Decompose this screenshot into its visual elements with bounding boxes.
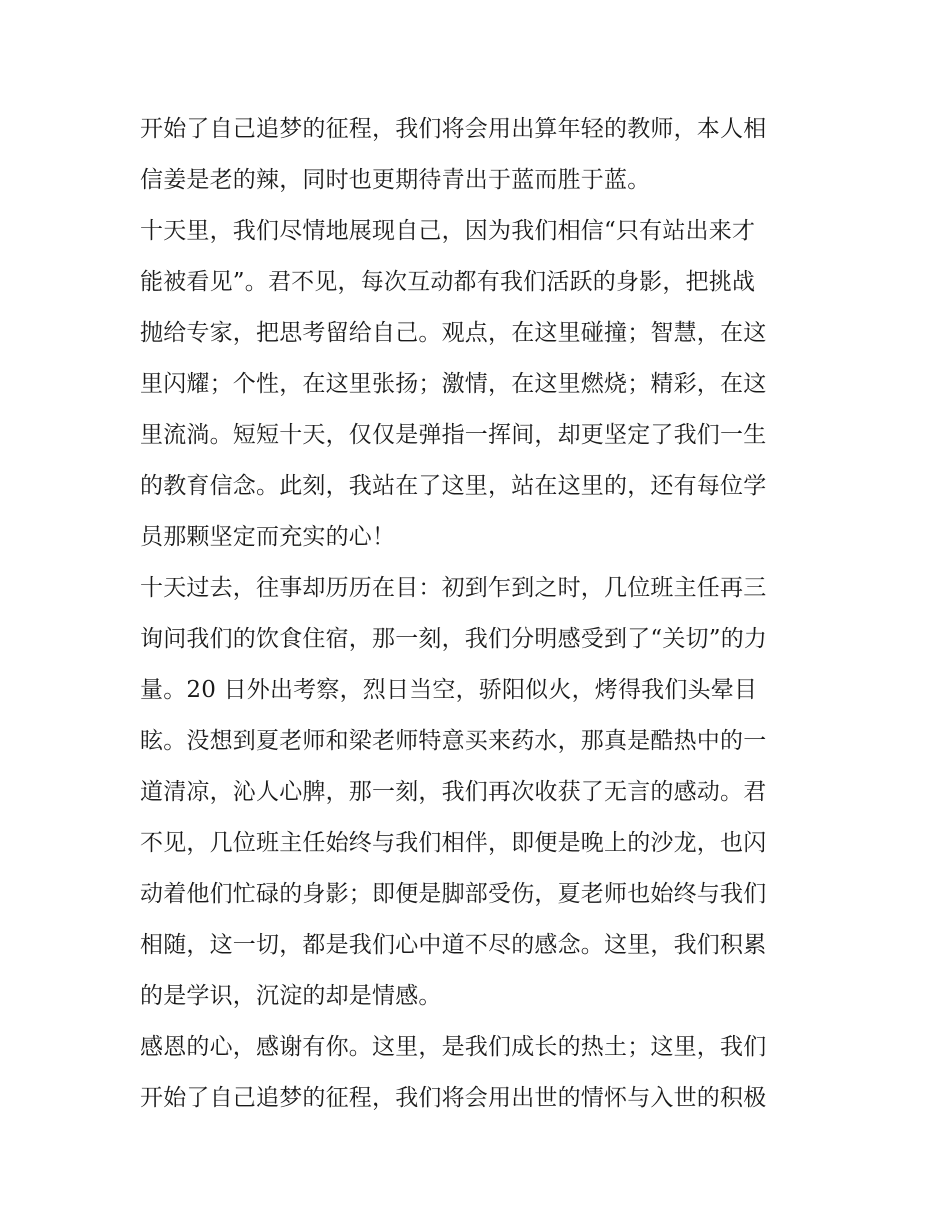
text-line: 开始了自己追梦的征程，我们将会用出世的情怀与入世的积极 <box>140 1085 767 1111</box>
text-line: 相随，这一切，都是我们心中道不尽的感念。这里，我们积累 <box>140 932 767 958</box>
text-line: 抛给专家，把思考留给自己。观点，在这里碰撞；智慧，在这 <box>140 320 767 346</box>
text-line: 道清凉，沁人心脾，那一刻，我们再次收获了无言的感动。君 <box>140 779 767 805</box>
text-line: 量。20 日外出考察，烈日当空，骄阳似火，烤得我们头晕目 <box>140 677 758 703</box>
text-line: 开始了自己追梦的征程，我们将会用出算年轻的教师，本人相 <box>140 116 767 142</box>
text-line: 询问我们的饮食住宿，那一刻，我们分明感受到了“关切”的力 <box>140 626 768 652</box>
text-line: 能被看见”。君不见，每次互动都有我们活跃的身影，把挑战 <box>140 269 756 295</box>
paragraph-1 <box>140 104 820 206</box>
text-line: 里流淌。短短十天，仅仅是弹指一挥间，却更坚定了我们一生 <box>140 422 767 448</box>
text-line: 十天过去，往事却历历在目：初到乍到之时，几位班主任再三 <box>140 575 767 601</box>
text-line: 员那颗坚定而充实的心！ <box>140 524 396 550</box>
text-line: 不见，几位班主任始终与我们相伴，即便是晚上的沙龙，也闪 <box>140 830 767 856</box>
text-line: 信姜是老的辣，同时也更期待青出于蓝而胜于蓝。 <box>140 167 651 193</box>
text-line: 十天里，我们尽情地展现自己，因为我们相信“只有站出来才 <box>140 218 756 244</box>
text-line: 的是学识，沉淀的却是情感。 <box>140 983 442 1009</box>
paragraph-4 <box>140 1022 820 1124</box>
paragraph-2 <box>140 206 820 563</box>
text-line: 的教育信念。此刻，我站在了这里，站在这里的，还有每位学 <box>140 473 767 499</box>
text-line: 里闪耀；个性，在这里张扬；激情，在这里燃烧；精彩，在这 <box>140 371 767 397</box>
text-line: 感恩的心，感谢有你。这里，是我们成长的热土；这里，我们 <box>140 1034 767 1060</box>
paragraph-3 <box>140 563 820 1022</box>
text-line: 眩。没想到夏老师和梁老师特意买来药水，那真是酷热中的一 <box>140 728 767 754</box>
text-line: 动着他们忙碌的身影；即便是脚部受伤，夏老师也始终与我们 <box>140 881 767 907</box>
document-body <box>140 104 820 1124</box>
